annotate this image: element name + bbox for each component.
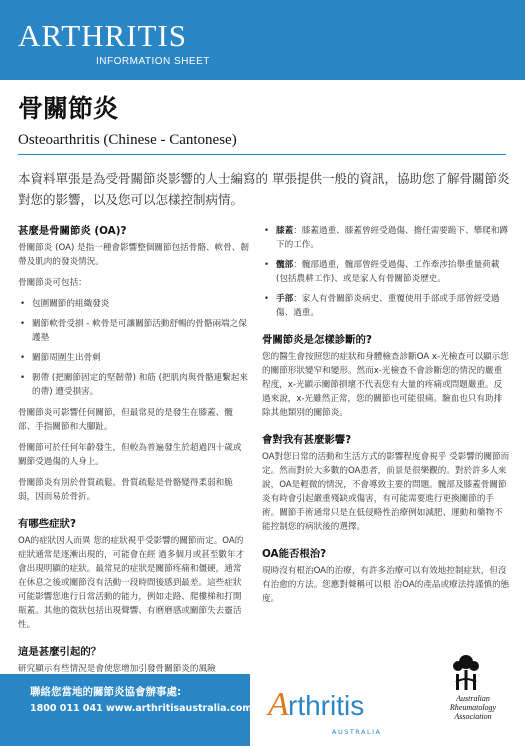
- list-item: [262, 258, 510, 286]
- header-banner: [0, 0, 525, 80]
- brand-title: ARTHRITIS: [18, 18, 188, 53]
- oa-components-list: [18, 297, 250, 399]
- section-heading-causes: 這是甚麼引起的？: [18, 646, 102, 658]
- paragraph: 現時沒有根治OA的治療，有許多治療可以有效地控制症狀，但沒有治愈的方法。您應對聲稱可以根 治OA的產品或療法持謹慎的態度。: [262, 566, 510, 604]
- section-heading-cure: OA能否根治?: [262, 548, 327, 560]
- paragraph: 骨關節可於任何年齡發生，但較為普遍發生於超過四十歲或關節受過傷的人身上。: [18, 443, 242, 467]
- section-heading-what-is-oa: 甚麼是骨關節炎 (OA)?: [18, 225, 127, 237]
- risk-text: ：膝蓋過重、膝蓋曾經受過傷、擔任需要跪下、攀爬和蹲下的工作。: [276, 226, 509, 250]
- title-divider: [18, 154, 506, 155]
- right-column: [262, 224, 510, 613]
- section-heading-effects: 會對我有甚麼影響?: [262, 434, 352, 446]
- left-column: [18, 224, 250, 683]
- risk-text: ：髖部過重，髖部曾經受過傷、工作牽涉抬舉重量荷載 (包括農耕工作)、或是家人有骨關節炎歷史。: [276, 260, 500, 284]
- risk-term: 髖部: [276, 260, 294, 270]
- brand-subtitle: INFORMATION SHEET: [96, 56, 210, 67]
- paragraph: 骨關節炎可包括：: [18, 278, 87, 288]
- paragraph: 骨關節炎 (OA) 是指一種會影響整個關節包括骨骼、軟骨、韌帶及肌肉的發炎情況。: [18, 243, 249, 267]
- risk-term: 膝蓋: [276, 226, 294, 236]
- rheumatology-association-icon: [446, 652, 486, 692]
- risk-term: 手部: [276, 294, 294, 304]
- list-item: • 包圍關節的組織發炎: [18, 297, 250, 311]
- paragraph: 您的醫生會按照您的症狀和身體檢查診斷OA x-光檢查可以顯示您的關節形狀變窄和變形。然而x-光檢查不會診斷您的情況的嚴重程度，x-光顯示關節損壞不代表您有大量的疼痛或問題嚴重。反過來說，x-光雖然正常，您的關節也可能很痛。驗血也只有助排除其他類別的關節炎。: [262, 352, 509, 418]
- paragraph: 骨關節炎有別於骨質疏鬆。骨質疏鬆是骨骼變得柔弱和脆弱，因而易於骨折。: [18, 478, 233, 502]
- intro-paragraph: 本資料單張是為受骨關節炎影響的人士編寫的 單張提供一般的資訊，協助您了解骨關節炎對您的影響，以及您可以怎樣控制病情。: [18, 171, 510, 207]
- arthritis-logo-letter: A: [268, 686, 289, 723]
- risk-factors-list: [262, 224, 510, 320]
- rheumatology-association-logo-text: Australian Rheumatology Association: [449, 694, 497, 721]
- list-item: • 關節軟骨受損 - 軟骨是可讓關節活動舒暢的骨骼兩端之保護墊: [18, 317, 250, 345]
- paragraph: 骨關節炎可影響任何關節，但最常見的是發生在膝蓋、髖部、手指關節和大腳趾。: [18, 408, 233, 432]
- list-item: [262, 224, 510, 252]
- paragraph: OA的症狀因人而異 您的症狀視乎受影響的關節而定。OA的症狀通常是逐漸出現的，可能會在經 過多個月或甚至數年才會出現明顯的症狀。最常見的症狀是關節疼痛和僵硬，通常在休息之後或關節沒有活動一段時間後感到最差。這些症狀可能影響您進行日常活動的能力，例如走路、爬樓梯和打開瓶蓋。其他的徵狀包括出現聲響、有磨磨感或關節失去靈活性。: [18, 536, 245, 630]
- arthritis-logo-word: rthritis: [288, 690, 365, 721]
- paragraph: OA對您日常的活動和生活方式的影響程度會視乎 受影響的關節而定。然而對於大多數的OA患者，前景是很樂觀的。對於許多人來說，OA是輕微的情況，不會導致主要的問題。髖部及膝蓋骨關節炎有時會引起嚴重殘缺或傷害，有可能需要進行更換關節的手術。關節手術通常只是在低侵略性治療例如減肥、運動和藥物不能控制您的病狀後的選擇。: [262, 452, 510, 532]
- list-item: • 韌帶 (把關節固定的堅韌帶) 和筋 (把肌肉與骨骼連繫起來的帶) 遭受損害。: [18, 371, 250, 399]
- page-subtitle: Osteoarthritis (Chinese - Cantonese): [18, 132, 237, 148]
- page-title: 骨關節炎: [18, 94, 119, 123]
- list-item: [262, 292, 510, 320]
- list-item: • 關節周圍生出骨刺: [18, 351, 250, 365]
- section-heading-diagnosis: 骨關節炎是怎樣診斷的?: [262, 334, 372, 346]
- footer-contact-text: 聯絡您當地的關節炎協會辦事處:: [30, 686, 182, 698]
- footer-phone-website[interactable]: 1800 011 041 www.arthritisaustralia.com.au: [30, 703, 269, 714]
- section-heading-symptoms: 有哪些症狀?: [18, 518, 76, 530]
- paragraph: 研究顯示有些情況是會使您增加引發骨關節炎的風險: [18, 664, 216, 674]
- arthritis-logo-sub: AUSTRALIA: [332, 728, 382, 736]
- risk-text: ：家人有骨關節炎病史、重覆使用手部或手部曾經受過傷、過重。: [276, 294, 500, 318]
